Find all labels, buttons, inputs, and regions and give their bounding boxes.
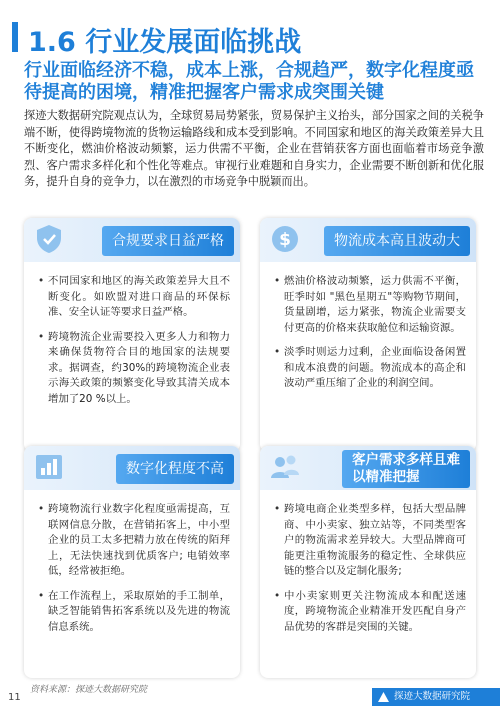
card-header: [260, 218, 476, 262]
svg-text:$: $: [279, 230, 291, 250]
list-item: • 淡季时则运力过剩，企业面临设备闲置和成本浪费的问题。物流成本的高企和波动严重压缩了企业的利润空间。: [274, 345, 466, 392]
source-note: 资料来源：探迹大数据研究院: [30, 685, 148, 695]
list-item: • 跨境物流企业需要投入更多人力和物力来确保货物符合目的地国家的法规要求。据调查，约30%的跨境物流企业表示海关政策的频繁变化导致其清关成本增加了20 %以上。: [38, 330, 230, 408]
brand-logo-icon: [378, 692, 389, 702]
card-title: 数字化程度不高: [116, 454, 234, 484]
page-title: 1.6 行业发展面临挑战: [28, 27, 302, 58]
page-subtitle: 行业面临经济不稳，成本上涨，合规趋严，数字化程度亟待提高的困境，精准把握客户需求成突围关键: [24, 60, 474, 103]
page-number: 11: [8, 692, 21, 703]
card-title-line: 以精准把握: [352, 469, 420, 485]
card-list: [260, 274, 476, 401]
footer-brand: [372, 688, 500, 706]
list-item: • 在工作流程上，采取原始的手工制单，缺乏智能销售拓客系统以及先进的物流信息系统。: [38, 589, 230, 636]
card-list: [24, 274, 240, 416]
list-item: • 燃油价格波动频繁，运力供需不平衡，旺季时如 "黑色星期五"等购物节期间，货量剧增，运力紧张，物流企业需要支付更高的价格来获取舱位和运输资源。: [274, 274, 466, 336]
card-logistics-cost: [260, 218, 476, 452]
brand-name: 探迹大数据研究院: [394, 691, 471, 702]
card-header: [24, 446, 240, 490]
users-icon: [268, 450, 302, 484]
card-title-line: 客户需求多样且难: [352, 452, 460, 468]
intro-paragraph: 探迹大数据研究院观点认为，全球贸易局势紧张，贸易保护主义抬头，部分国家之间的关税争端不断，使得跨境物流的货物运输路线和成本受到影响。不同国家和地区的海关政策差异大且不断变化，燃油价格波动频繁，运力供需不平衡，企业在营销获客方面也面临着市场竞争激烈、客户需求多样化和个性化等难点。审视行业难题和自身实力，企业需要不断创新和优化服务，提升自身的竞争力，以在激烈的市场竞争中脱颖而出。: [24, 109, 484, 189]
card-list: [24, 502, 240, 644]
dollar-icon: [268, 222, 302, 256]
card-compliance: [24, 218, 240, 452]
shield-icon: [32, 222, 66, 256]
card-header: [260, 446, 476, 490]
card-list: [260, 502, 476, 644]
card-header: [24, 218, 240, 262]
list-item: • 中小卖家则更关注物流成本和配送速度，跨境物流企业精准开发匹配自身产品优势的客群是突围的关键。: [274, 589, 466, 636]
chart-icon: [32, 450, 66, 484]
title-accent-bar: [12, 22, 18, 52]
list-item: • 跨境物流行业数字化程度亟需提高，互联网信息分散，在营销拓客上，中小型企业的员工太多把精力放在传统的陌拜上，无法快速找到优质客户; 电销效率低，经常被拒绝。: [38, 502, 230, 580]
card-title: 合规要求日益严格: [102, 226, 234, 256]
list-item: • 不同国家和地区的海关政策差异大且不断变化。如欧盟对进口商品的环保标准、安全认证等要求日益严格。: [38, 274, 230, 321]
list-item: • 跨境电商企业类型多样，包括大型品牌商、中小卖家、独立站等，不同类型客户的物流需求差异较大。大型品牌商可能更注重物流服务的稳定性、全球供应链的整合以及定制化服务;: [274, 502, 466, 580]
card-title: 物流成本高且波动大: [324, 226, 470, 256]
card-digitalization: [24, 446, 240, 678]
card-customer-demand: [260, 446, 476, 678]
card-title: [342, 450, 470, 488]
